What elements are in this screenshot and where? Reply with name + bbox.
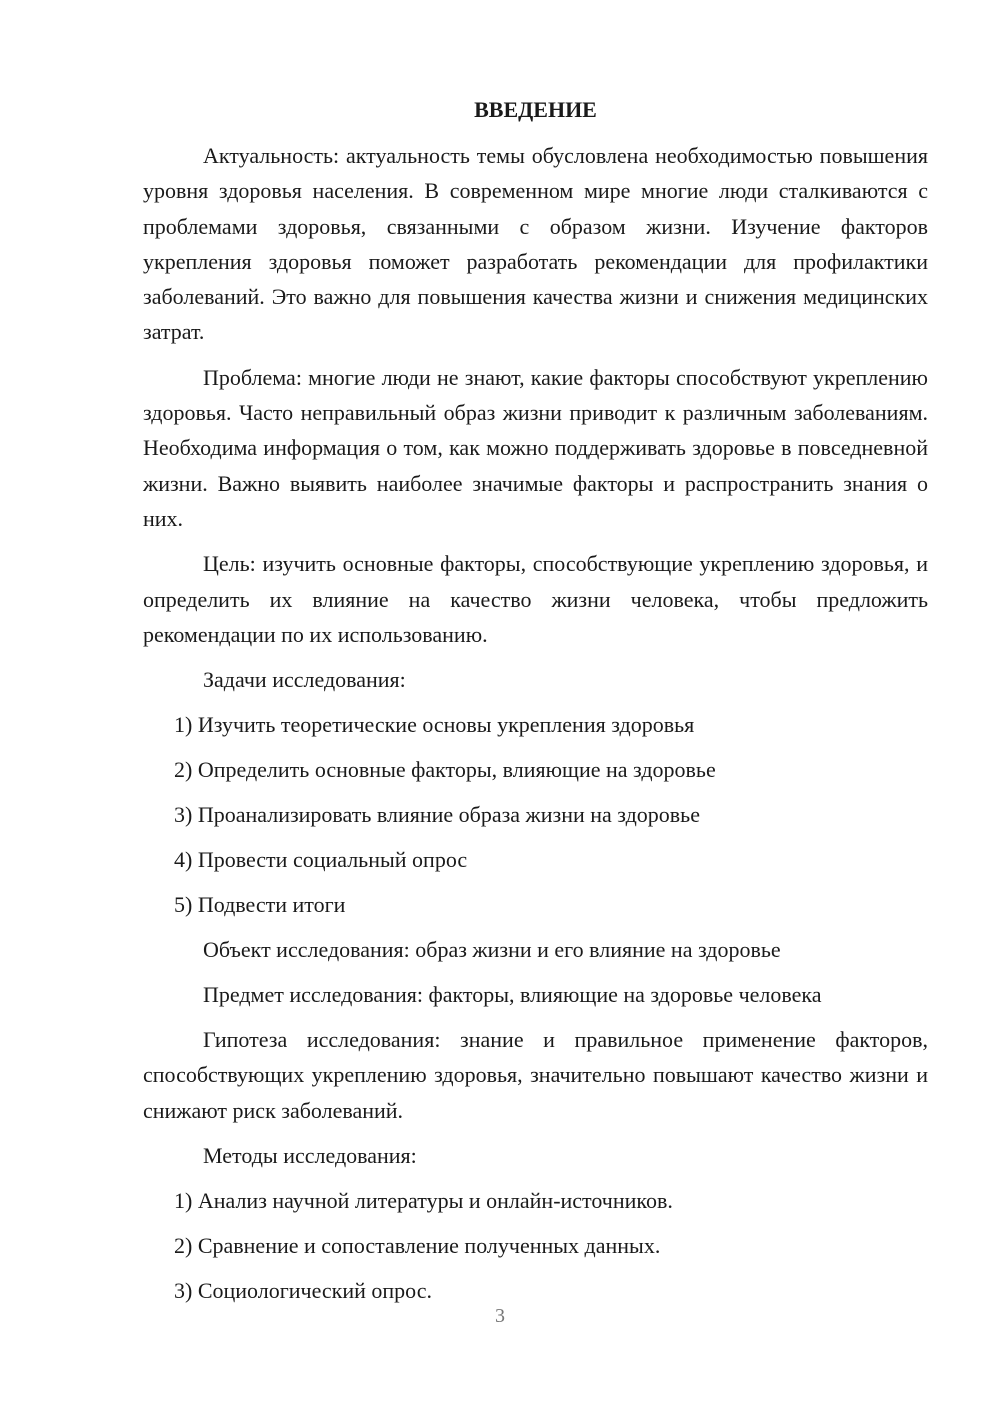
- paragraph-problem: Проблема: многие люди не знают, какие факторы способствуют укреплению здоровья. Часто неправильный образ жизни приводит к различным заболеваниям. Необходима информация о том, как можно поддерживать здоровье в повседневной жизни. Важно выявить наиболее значимые факторы и распространить знания о них.: [143, 364, 928, 531]
- task-item: 1) Изучить теоретические основы укрепления здоровья: [174, 712, 695, 738]
- research-subject: Предмет исследования: факторы, влияющие на здоровье человека: [203, 982, 822, 1008]
- research-hypothesis: Гипотеза исследования: знание и правильное применение факторов, способствующих укреплению здоровья, значительно повышают качество жизни и снижают риск заболеваний.: [143, 1027, 928, 1123]
- method-item: 1) Анализ научной литературы и онлайн-источников.: [174, 1188, 673, 1214]
- task-item: 5) Подвести итоги: [174, 892, 346, 918]
- page-content: [143, 95, 928, 1318]
- method-item: 2) Сравнение и сопоставление полученных данных.: [174, 1233, 661, 1259]
- paragraph-goal: Цель: изучить основные факторы, способствующие укреплению здоровья, и определить их влияние на качество жизни человека, чтобы предложить рекомендации по их использованию.: [143, 551, 928, 647]
- task-item: 2) Определить основные факторы, влияющие на здоровье: [174, 757, 716, 783]
- task-item: 4) Провести социальный опрос: [174, 847, 468, 873]
- paragraph-relevance: Актуальность: актуальность темы обусловлена необходимостью повышения уровня здоровья населения. В современном мире многие люди сталкиваются с проблемами здоровья, связанными с образом жизни. Изучение факторов укрепления здоровья поможет разработать рекомендации для профилактики заболеваний. Это важно для повышения качества жизни и снижения медицинских затрат.: [143, 143, 928, 345]
- method-item: 3) Социологический опрос.: [174, 1278, 432, 1304]
- tasks-heading: Задачи исследования:: [203, 667, 406, 693]
- section-title: ВВЕДЕНИЕ: [474, 97, 597, 122]
- research-object: Объект исследования: образ жизни и его влияние на здоровье: [203, 937, 781, 963]
- methods-heading: Методы исследования:: [203, 1143, 417, 1169]
- task-item: 3) Проанализировать влияние образа жизни на здоровье: [174, 802, 700, 828]
- page-number: 3: [495, 1305, 505, 1327]
